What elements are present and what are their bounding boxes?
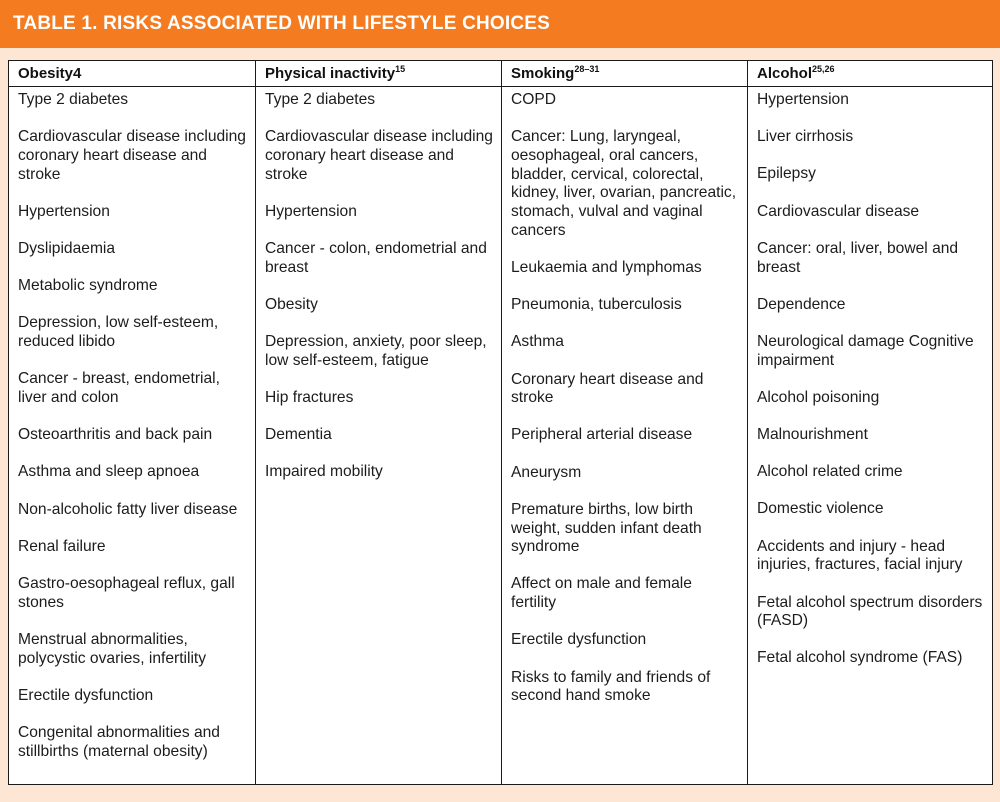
list-item: Erectile dysfunction bbox=[511, 631, 647, 649]
list-item: Impaired mobility bbox=[265, 463, 383, 481]
list-item: Leukaemia and lymphomas bbox=[511, 258, 702, 276]
list-item: Renal failure bbox=[18, 537, 106, 555]
cell-alcohol-risks bbox=[748, 87, 993, 784]
cell-obesity-risks bbox=[9, 87, 256, 784]
list-item: Risks to family and friends of second hand smoke bbox=[511, 668, 711, 705]
list-item: Asthma bbox=[511, 333, 564, 351]
list-item: Cardiovascular disease bbox=[757, 202, 920, 220]
list-item: Coronary heart disease and stroke bbox=[511, 370, 704, 407]
list-item: Type 2 diabetes bbox=[18, 91, 129, 108]
list-item: Hip fractures bbox=[265, 389, 354, 407]
reference-superscript: 25,26 bbox=[812, 64, 835, 74]
list-item: Alcohol poisoning bbox=[757, 388, 880, 406]
list-item: Metabolic syndrome bbox=[18, 277, 158, 295]
list-item: Hypertension bbox=[265, 202, 357, 220]
header-smoking bbox=[502, 61, 748, 87]
header-obesity bbox=[9, 61, 256, 87]
list-item: Congenital abnormalities and stillbirths (maternal obesity) bbox=[18, 724, 220, 760]
list-item: Hypertension bbox=[18, 202, 110, 220]
header-physical-inactivity bbox=[256, 61, 502, 87]
list-item: COPD bbox=[511, 91, 557, 108]
list-item: Gastro-oesophageal reflux, gall stones bbox=[18, 575, 235, 611]
list-item: Menstrual abnormalities, polycystic ovaries, infertility bbox=[18, 630, 207, 667]
list-item: Neurological damage Cognitive impairment bbox=[757, 332, 974, 369]
list-item: Non-alcoholic fatty liver disease bbox=[18, 500, 238, 518]
reference-superscript: 28–31 bbox=[574, 64, 600, 74]
list-item: Epilepsy bbox=[757, 165, 816, 183]
list-item: Dyslipidaemia bbox=[18, 240, 116, 258]
list-item: Asthma and sleep apnoea bbox=[18, 463, 200, 481]
list-item: Type 2 diabetes bbox=[265, 91, 376, 108]
list-item: Depression, anxiety, poor sleep, low self-esteem, fatigue bbox=[265, 333, 487, 369]
list-item: Pneumonia, tuberculosis bbox=[511, 296, 682, 314]
header-alcohol bbox=[748, 61, 993, 87]
list-item: Affect on male and female fertility bbox=[511, 575, 692, 612]
list-item: Depression, low self-esteem, reduced libido bbox=[18, 314, 219, 351]
list-item: Peripheral arterial disease bbox=[511, 426, 693, 444]
header-label: Obesity4 bbox=[18, 65, 82, 82]
list-item: Cancer: oral, liver, bowel and breast bbox=[757, 239, 959, 276]
list-item: Fetal alcohol syndrome (FAS) bbox=[757, 649, 963, 667]
list-item: Cardiovascular disease including coronary heart disease and stroke bbox=[265, 128, 493, 183]
header-label: Alcohol bbox=[757, 65, 812, 82]
cell-smoking-risks bbox=[502, 87, 748, 784]
list-item: Cardiovascular disease including coronary heart disease and stroke bbox=[18, 128, 246, 183]
header-label: Physical inactivity bbox=[265, 65, 396, 82]
list-item: Alcohol related crime bbox=[757, 463, 903, 481]
list-item: Premature births, low birth weight, sudden infant death syndrome bbox=[511, 500, 702, 556]
list-item: Liver cirrhosis bbox=[757, 128, 854, 146]
cell-physical-inactivity-risks bbox=[256, 87, 502, 784]
header-label: Smoking bbox=[511, 65, 575, 82]
list-item: Domestic violence bbox=[757, 500, 884, 518]
list-item: Accidents and injury - head injuries, fractures, facial injury bbox=[757, 537, 963, 574]
list-item: Hypertension bbox=[757, 91, 849, 108]
list-item: Obesity bbox=[265, 295, 318, 313]
list-item: Cancer - breast, endometrial, liver and colon bbox=[18, 370, 220, 407]
list-item: Erectile dysfunction bbox=[18, 686, 154, 704]
list-item: Dependence bbox=[757, 295, 846, 313]
list-item: Dementia bbox=[265, 426, 332, 444]
list-item: Osteoarthritis and back pain bbox=[18, 426, 213, 444]
reference-superscript: 15 bbox=[395, 64, 406, 74]
risk-table bbox=[8, 60, 993, 785]
table-title: TABLE 1. RISKS ASSOCIATED WITH LIFESTYLE CHOICES bbox=[0, 0, 1000, 48]
list-item: Cancer - colon, endometrial and breast bbox=[265, 240, 487, 276]
list-item: Fetal alcohol spectrum disorders (FASD) bbox=[757, 593, 983, 630]
list-item: Aneurysm bbox=[511, 463, 582, 481]
list-item: Malnourishment bbox=[757, 426, 868, 444]
list-item: Cancer: Lung, laryngeal, oesophageal, oral cancers, bladder, cervical, colorectal, kidney, liver, ovarian, pancreatic, stomach, vulval and vaginal cancers bbox=[511, 128, 737, 239]
